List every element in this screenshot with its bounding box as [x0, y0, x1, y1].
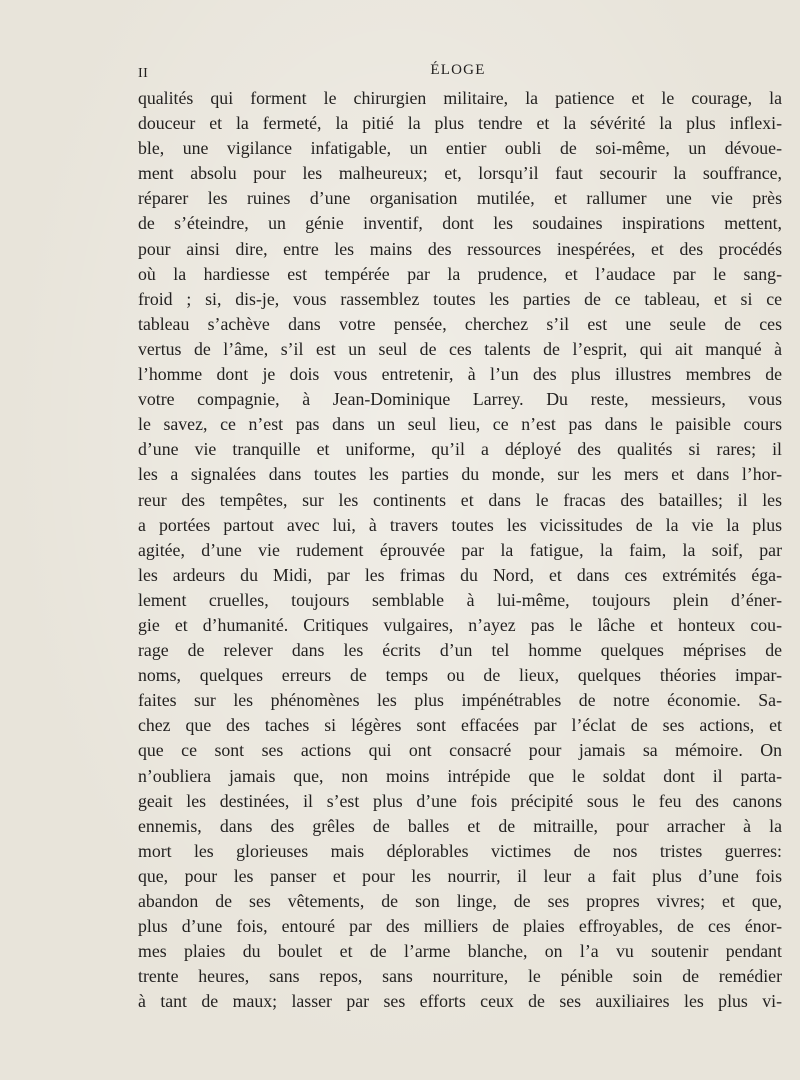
text-line: reur des tempêtes, sur les continents et dans le fracas des batailles; il les — [138, 489, 782, 510]
text-line: l’homme dont je dois vous entretenir, à l’un des plus illustres membres de — [138, 364, 782, 385]
page-number: II — [138, 66, 149, 81]
text-line: que, pour les panser et pour les nourrir, il leur a fait plus d’une fois — [138, 865, 782, 886]
text-line: mort les glorieuses mais déplorables victimes de nos tristes guerres: — [138, 840, 782, 861]
text-line: froid ; si, dis-je, vous rassemblez toutes les parties de ce tableau, et si ce — [138, 288, 782, 309]
text-line: n’oubliera jamais que, non moins intrépide que le soldat dont il parta- — [138, 765, 782, 786]
text-line: agitée, d’une vie rudement éprouvée par la fatigue, la faim, la soif, par — [138, 539, 782, 560]
text-line: de s’éteindre, un génie inventif, dont les soudaines inspirations mettent, — [138, 213, 782, 234]
text-line: à tant de maux; lasser par ses efforts ceux de ses auxiliaires les plus vi- — [138, 991, 782, 1012]
text-line: votre compagnie, à Jean-Dominique Larrey. Du reste, messieurs, vous — [138, 389, 782, 410]
text-line: abandon de ses vêtements, de son linge, de ses propres vivres; et que, — [138, 891, 782, 911]
text-line: chez que des taches si légères sont effacées par l’éclat de ses actions, et — [138, 715, 782, 736]
page-header — [138, 60, 778, 84]
text-line: mes plaies du boulet et de l’arme blanche, on l’a vu soutenir pendant — [138, 941, 782, 962]
text-line: faites sur les phénomènes les plus impénétrables de notre économie. Sa- — [138, 690, 782, 711]
text-line: tableau s’achève dans votre pensée, cherchez s’il est une seule de ces — [138, 313, 782, 334]
text-line: ennemis, dans des grêles de balles et de mitraille, pour arracher à la — [138, 815, 782, 836]
text-line: lement cruelles, toujours semblable à lui-même, toujours plein d’éner- — [138, 589, 782, 610]
text-line: gie et d’humanité. Critiques vulgaires, n’ayez pas le lâche et honteux cou- — [138, 614, 782, 635]
text-line: pour ainsi dire, entre les mains des ressources inespérées, et des procédés — [138, 238, 782, 259]
text-line: a portées partout avec lui, à travers toutes les vicissitudes de la vie la plus — [138, 514, 782, 535]
text-line: douceur et la fermeté, la pitié la plus tendre et la sévérité la plus inflexi- — [138, 113, 782, 134]
text-line: rage de relever dans les écrits d’un tel homme quelques méprises de — [138, 640, 782, 661]
running-head: ÉLOGE — [430, 62, 486, 78]
text-line: trente heures, sans repos, sans nourriture, le pénible soin de remédier — [138, 966, 782, 987]
text-line: plus d’une fois, entouré par des milliers de plaies effroyables, de ces énor- — [138, 916, 782, 937]
text-line: où la hardiesse est tempérée par la prudence, et l’audace par le sang- — [138, 263, 782, 284]
text-line: geait les destinées, il s’est plus d’une fois précipité sous le feu des canons — [138, 790, 782, 811]
text-line: vertus de l’âme, s’il est un seul de ces talents de l’esprit, qui ait manqué à — [138, 338, 782, 359]
text-line: noms, quelques erreurs de temps ou de lieux, quelques théories impar- — [138, 665, 782, 686]
text-line: ment absolu pour les malheureux; et, lorsqu’il faut secourir la souffrance, — [138, 163, 782, 184]
text-line: ble, une vigilance infatigable, un entier oubli de soi-même, un dévoue- — [138, 138, 782, 159]
text-line: d’une vie tranquille et uniforme, qu’il a déployé des qualités si rares; il — [138, 439, 782, 460]
text-line: les ardeurs du Midi, par les frimas du Nord, et dans ces extrémités éga- — [138, 564, 782, 585]
text-line: réparer les ruines d’une organisation mutilée, et rallumer une vie près — [138, 188, 782, 209]
text-line: que ce sont ses actions qui ont consacré pour jamais sa mémoire. On — [138, 740, 782, 761]
text-line: le savez, ce n’est pas dans un seul lieu, ce n’est pas dans le paisible cours — [138, 414, 782, 435]
body-text — [138, 86, 782, 1014]
text-line: les a signalées dans toutes les parties du monde, sur les mers et dans l’hor- — [138, 464, 782, 485]
text-line: qualités qui forment le chirurgien militaire, la patience et le courage, la — [138, 88, 782, 108]
